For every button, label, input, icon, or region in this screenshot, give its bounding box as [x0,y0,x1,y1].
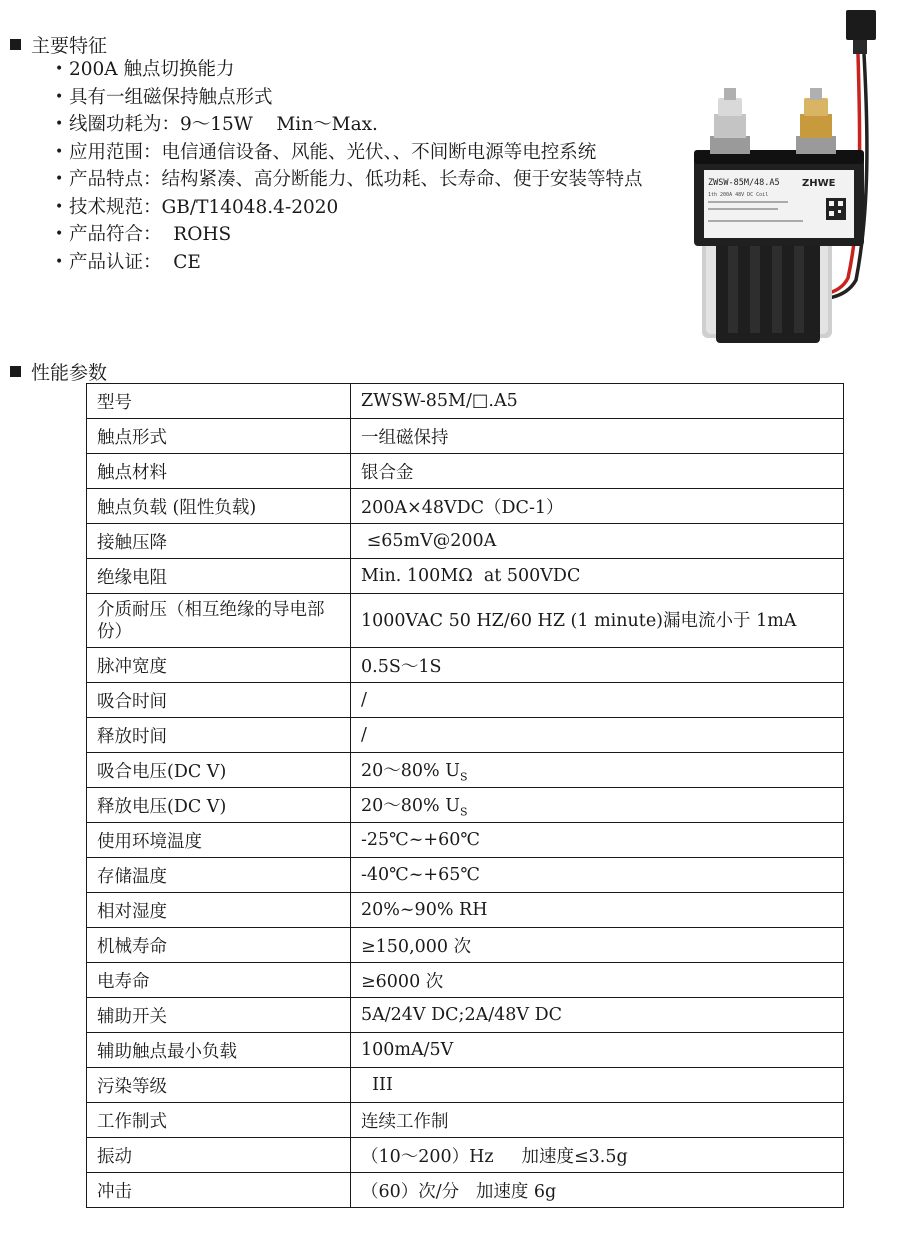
param-value-text: Min. 100MΩ at 500VDC [361,566,581,586]
table-row [87,384,844,419]
param-value-cell [351,893,844,928]
param-name-cell: 吸合时间 [87,683,351,718]
table-row [87,524,844,559]
param-value-text: 20～80% U [361,795,460,816]
param-value-cell [351,559,844,594]
param-value-text: ZWSW-85M/□.A5 [361,391,518,411]
table-row [87,683,844,718]
param-name-cell: 绝缘电阻 [87,559,351,594]
table-row [87,1033,844,1068]
square-bullet-icon [10,39,21,50]
table-row [87,648,844,683]
feature-item: • 应用范围：电信通信设备、风能、光伏、、不间断电源等电控系统 [55,139,675,167]
param-name-cell: 型号 [87,384,351,419]
param-value-cell [351,928,844,963]
param-value-text: （10～200）Hz 加速度≤3.5g [361,1146,628,1167]
param-name-cell: 相对湿度 [87,893,351,928]
table-row [87,1103,844,1138]
param-value-text: ≥6000 次 [361,971,444,992]
param-value-cell [351,1068,844,1103]
param-name-cell: 污染等级 [87,1068,351,1103]
param-value-cell [351,1033,844,1068]
feature-item: • 技术规范：GB/T14048.4-2020 [55,194,675,222]
param-value-cell [351,454,844,489]
param-value-cell [351,718,844,753]
feature-item: • 产品特点：结构紧凑、高分断能力、低功耗、长寿命、便于安装等特点 [55,166,675,194]
table-row [87,1138,844,1173]
table-row [87,1068,844,1103]
param-value-cell [351,524,844,559]
features-list [55,56,675,276]
relay-product-image [688,8,888,348]
params-heading: 性能参数 [10,358,107,385]
param-name-cell: 接触压降 [87,524,351,559]
feature-item: • 产品认证： CE [55,249,675,277]
param-value-text: ≤65mV@200A [361,531,497,551]
param-name-cell: 电寿命 [87,963,351,998]
table-row [87,454,844,489]
param-value-text: （60）次/分 加速度 6g [361,1181,557,1202]
param-value-cell [351,384,844,419]
param-value-subscript: S [459,770,468,784]
param-value-text: 0.5S～1S [361,656,442,677]
param-value-subscript: S [459,805,468,819]
param-value-cell [351,823,844,858]
param-value-cell [351,648,844,683]
param-value-cell [351,788,844,823]
param-value-cell [351,858,844,893]
param-value-text: ≥150,000 次 [361,936,472,957]
square-bullet-icon [10,366,21,377]
table-row [87,788,844,823]
param-value-cell [351,1138,844,1173]
param-value-text: 5A/24V DC;2A/48V DC [361,1005,563,1025]
feature-item: • 具有一组磁保持触点形式 [55,84,675,112]
param-name-cell: 工作制式 [87,1103,351,1138]
param-value-text: -25℃~+60℃ [361,830,480,850]
param-name-cell: 释放时间 [87,718,351,753]
param-value-cell [351,594,844,648]
relay-label-model: ZWSW-85M/48.A5 [708,178,780,188]
params-table [86,383,844,1208]
param-name-cell: 脉冲宽度 [87,648,351,683]
param-value-cell [351,1173,844,1208]
param-name-cell: 触点形式 [87,419,351,454]
param-name-cell: 冲击 [87,1173,351,1208]
param-value-text: 100mA/5V [361,1040,454,1060]
param-value-text: 1000VAC 50 HZ/60 HZ (1 minute)漏电流小于 1mA [361,610,797,631]
param-value-cell [351,419,844,454]
param-name-cell: 辅助开关 [87,998,351,1033]
param-name-cell: 吸合电压(DC V) [87,753,351,788]
table-row [87,998,844,1033]
table-row [87,963,844,998]
param-value-cell [351,998,844,1033]
feature-item: • 产品符合： ROHS [55,221,675,249]
param-name-cell: 介质耐压（相互绝缘的导电部份） [87,594,351,648]
param-value-text: 一组磁保持 [361,427,449,448]
table-row [87,858,844,893]
param-value-text: III [361,1075,393,1095]
param-name-cell: 振动 [87,1138,351,1173]
param-name-cell: 触点负载 (阻性负载) [87,489,351,524]
param-value-text: 20%~90% RH [361,900,488,920]
table-row [87,928,844,963]
table-row [87,1173,844,1208]
param-name-cell: 辅助触点最小负载 [87,1033,351,1068]
param-value-text: / [361,725,367,745]
relay-label-spec: 1th 200A 48V DC Coil [708,192,769,198]
relay-label-brand: ZHWE [802,178,836,189]
features-heading: 主要特征 [10,31,107,58]
table-row [87,559,844,594]
param-value-cell [351,753,844,788]
param-value-cell [351,963,844,998]
table-row [87,594,844,648]
param-value-text: 连续工作制 [361,1111,449,1132]
table-row [87,893,844,928]
feature-item: • 200A 触点切换能力 [55,56,675,84]
table-row [87,489,844,524]
param-name-cell: 触点材料 [87,454,351,489]
param-value-cell [351,683,844,718]
param-value-text: 20～80% U [361,760,460,781]
table-row [87,419,844,454]
param-value-text: 银合金 [361,462,414,483]
param-value-text: 200A×48VDC（DC-1） [361,497,564,518]
table-row [87,823,844,858]
table-row [87,753,844,788]
param-value-cell [351,1103,844,1138]
param-name-cell: 存储温度 [87,858,351,893]
param-name-cell: 机械寿命 [87,928,351,963]
param-name-cell: 释放电压(DC V) [87,788,351,823]
feature-item: • 线圈功耗为：9～15W Min～Max. [55,111,675,139]
param-value-text: / [361,690,367,710]
param-name-cell: 使用环境温度 [87,823,351,858]
param-value-text: -40℃~+65℃ [361,865,480,885]
param-value-cell [351,489,844,524]
table-row [87,718,844,753]
